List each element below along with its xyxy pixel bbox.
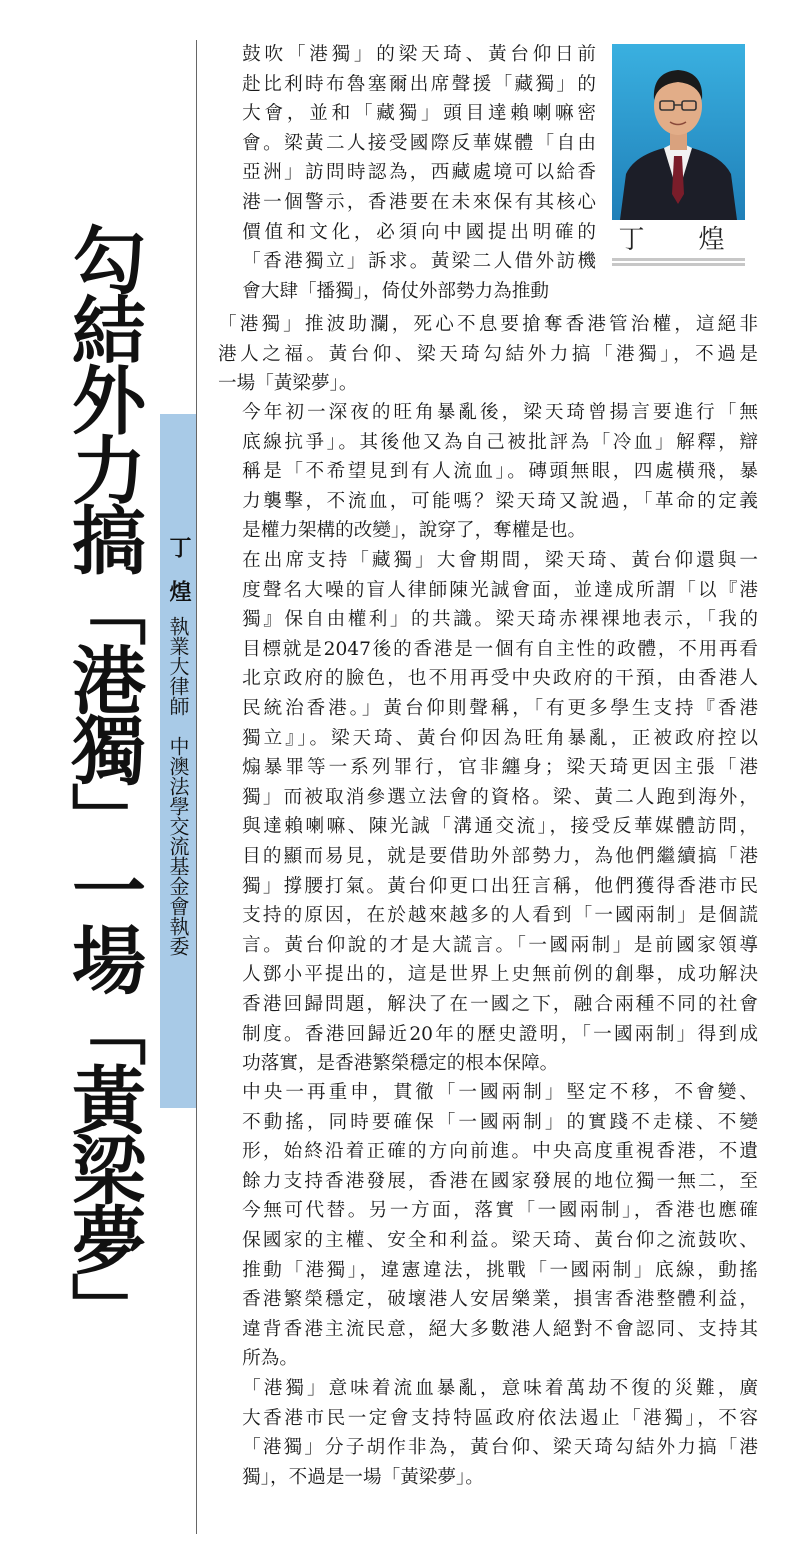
text-line: 亞洲」訪問時認為，西藏處境可以給香 <box>242 162 596 184</box>
text-line: 北京政府的臉色，也不用再受中央政府的干預，由香港人 <box>242 668 758 690</box>
text-line: 今無可代替。另一方面，落實「一國兩制」，香港也應確 <box>242 1200 758 1222</box>
text-line: 違背香港主流民意，絕大多數港人絕對不會認同、支持其 <box>242 1318 758 1340</box>
text-line: 言。黃台仰說的才是大謊言。「一國兩制」是前國家領導 <box>242 934 758 956</box>
caption-rule <box>612 263 745 266</box>
byline-title: 執業大律師 中澳法學交流基金會執委 <box>166 616 190 956</box>
text-line: 香港繁榮穩定，破壞港人安居樂業，損害香港整體利益， <box>242 1289 758 1311</box>
paragraph-1-continued <box>218 310 758 399</box>
portrait-image <box>612 44 745 220</box>
text-line: 「香港獨立」訴求。黃梁二人借外訪機 <box>242 251 596 273</box>
paragraph-3 <box>218 546 758 1079</box>
text-line: 大香港市民一定會支持特區政府依法遏止「港獨」，不容 <box>242 1407 758 1429</box>
text-line: 支持的原因，在於越來越多的人看到「一國兩制」是個謊 <box>242 905 758 927</box>
text-line: 與達賴喇嘛、陳光誠「溝通交流」，接受反華媒體訪問， <box>242 816 758 838</box>
text-line: 底線抗爭」。其後他又為自己被批評為「冷血」解釋，辯 <box>242 431 758 453</box>
text-line: 香港回歸問題，解決了在一國之下，融合兩種不同的社會 <box>242 993 758 1015</box>
column-divider <box>196 40 197 1534</box>
text-line: 獨」，不過是一場「黃梁夢」。 <box>242 1466 484 1488</box>
byline-author: 丁 煌 <box>166 536 191 602</box>
photo-caption: 丁 煌 <box>618 225 739 255</box>
text-line: 所為。 <box>242 1348 298 1370</box>
text-line: 「港獨」推波助瀾，死心不息要搶奪香港管治權，這絕非 <box>218 314 758 335</box>
text-line: 赴比利時布魯塞爾出席聲援「藏獨」的 <box>242 73 596 95</box>
author-photo <box>612 44 745 220</box>
text-line: 中央一再重申，貫徹「一國兩制」堅定不移，不會變、 <box>242 1082 758 1103</box>
text-line: 保國家的主權、安全和利益。梁天琦、黃台仰之流鼓吹、 <box>242 1229 758 1251</box>
paragraph-4 <box>218 1078 758 1374</box>
text-line: 在出席支持「藏獨」大會期間，梁天琦、黃台仰還與一 <box>242 550 758 571</box>
text-line: 鼓吹「港獨」的梁天琦、黃台仰日前 <box>242 44 596 65</box>
text-line: 餘力支持香港發展，香港在國家發展的地位獨一無二，至 <box>242 1170 758 1192</box>
byline-bar <box>160 414 196 1108</box>
text-line: 一場「黃梁夢」。 <box>218 373 358 395</box>
text-line: 民統治香港。」黃台仰則聲稱，「有更多學生支持『香港 <box>242 697 758 719</box>
text-line: 今年初一深夜的旺角暴亂後，梁天琦曾揚言要進行「無 <box>242 402 758 423</box>
text-line: 大會，並和「藏獨」頭目達賴喇嘛密 <box>242 103 596 125</box>
paragraph-2 <box>218 398 758 546</box>
text-line: 是權力架構的改變」，說穿了，奪權是也。 <box>242 520 587 542</box>
byline-text <box>160 536 196 956</box>
headline: 勾結外力搞「港獨」一場「黃梁夢」 <box>60 222 146 1342</box>
caption-rule <box>612 258 745 261</box>
text-line: 不動搖，同時要確保「一國兩制」的實踐不走樣、不變 <box>242 1111 758 1133</box>
text-line: 力襲擊，不流血，可能嗎？梁天琦又說過，「革命的定義 <box>242 490 758 512</box>
text-line: 港一個警示，香港要在未來保有其核心 <box>242 191 596 213</box>
text-line: 目的顯而易見，就是要借助外部勢力，為他們繼續搞「港 <box>242 845 758 867</box>
text-line: 推動「港獨」，違憲違法，挑戰「一國兩制」底線，動搖 <box>242 1259 758 1281</box>
text-line: 獨立』」。梁天琦、黃台仰因為旺角暴亂，正被政府控以 <box>242 727 758 749</box>
text-line: 煽暴罪等一系列罪行，官非纏身；梁天琦更因主張「港 <box>242 757 758 779</box>
text-line: 目標就是2047後的香港是一個有自主性的政體，不用再看 <box>242 638 758 660</box>
text-line: 稱是「不希望見到有人流血」。磚頭無眼，四處橫飛，暴 <box>242 461 758 483</box>
text-line: 獨』保自由權利」的共識。梁天琦赤裸裸地表示，「我的 <box>242 609 758 631</box>
text-line: 「港獨」分子胡作非為，黃台仰、梁天琦勾結外力搞「港 <box>242 1437 758 1459</box>
paragraph-1 <box>218 40 596 306</box>
text-line: 價值和文化，必須向中國提出明確的 <box>242 221 596 243</box>
text-line: 人鄧小平提出的，這是世界上史無前例的創舉，成功解決 <box>242 964 758 986</box>
text-line: 會。梁黃二人接受國際反華媒體「自由 <box>242 132 596 154</box>
text-line: 度聲名大噪的盲人律師陳光誠會面，並達成所謂「以『港 <box>242 579 758 601</box>
text-line: 「港獨」意味着流血暴亂，意味着萬劫不復的災難，廣 <box>242 1378 758 1399</box>
text-line: 獨」撐腰打氣。黃台仰更口出狂言稱，他們獲得香港市民 <box>242 875 758 897</box>
text-line: 港人之福。黃台仰、梁天琦勾結外力搞「港獨」，不過是 <box>218 343 758 365</box>
text-line: 會大肆「播獨」，倚仗外部勢力為推動 <box>242 280 549 302</box>
text-line: 功落實，是香港繁榮穩定的根本保障。 <box>242 1053 559 1075</box>
text-line: 制度。香港回歸近20年的歷史證明，「一國兩制」得到成 <box>242 1023 758 1045</box>
text-line: 獨」而被取消參選立法會的資格。梁、黃二人跑到海外， <box>242 786 758 808</box>
paragraph-5 <box>218 1374 758 1492</box>
text-line: 形，始終沿着正確的方向前進。中央高度重視香港，不遺 <box>242 1141 758 1163</box>
